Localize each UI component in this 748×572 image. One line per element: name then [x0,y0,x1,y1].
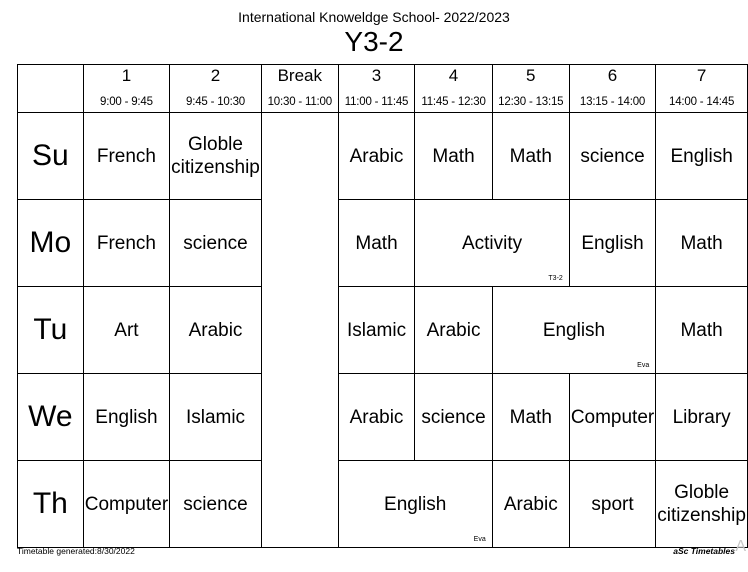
day-label: Mo [18,200,84,287]
lesson-cell: English [569,200,655,287]
lesson-cell: Arabic [338,113,415,200]
period-header: 7 14:00 - 14:45 [656,65,748,113]
lesson-cell: English Eva [492,287,656,374]
lesson-cell: science [170,461,262,548]
class-title: Y3-2 [344,26,404,57]
timetable [17,64,748,548]
lesson-cell: Math [492,113,569,200]
lesson-cell: English Eva [338,461,492,548]
edge-glyph: A [735,538,746,555]
generated-date: Timetable generated:8/30/2022 [17,546,135,556]
lesson-cell: Arabic [415,287,492,374]
day-row-th [18,461,748,548]
period-header: 6 13:15 - 14:00 [569,65,655,113]
period-header: 5 12:30 - 13:15 [492,65,569,113]
lesson-cell: Library [656,374,748,461]
lesson-cell: Computer [83,461,169,548]
day-label: Th [18,461,84,548]
lesson-cell: science [569,113,655,200]
day-row-tu [18,287,748,374]
room-note: T3-2 [548,275,563,282]
teacher-note: Eva [637,362,650,369]
break-header: Break 10:30 - 11:00 [261,65,338,113]
lesson-cell: Islamic [170,374,262,461]
lesson-cell: English [656,113,748,200]
lesson-cell: Math [338,200,415,287]
period-header: 3 11:00 - 11:45 [338,65,415,113]
lesson-cell: French [83,200,169,287]
lesson-cell: Art [83,287,169,374]
day-label: Su [18,113,84,200]
lesson-cell: Arabic [338,374,415,461]
day-row-we [18,374,748,461]
lesson-cell: Arabic [170,287,262,374]
lesson-cell: Islamic [338,287,415,374]
lesson-cell: French [83,113,169,200]
day-row-su [18,113,748,200]
lesson-cell: Math [492,374,569,461]
day-row-mo [18,200,748,287]
period-header: 1 9:00 - 9:45 [83,65,169,113]
period-header: 4 11:45 - 12:30 [415,65,492,113]
lesson-cell: Arabic [492,461,569,548]
lesson-cell: Computer [569,374,655,461]
lesson-cell: science [170,200,262,287]
teacher-note: Eva [473,536,486,543]
day-label: We [18,374,84,461]
period-header: 2 9:45 - 10:30 [170,65,262,113]
brand-label: aSc Timetables [673,546,735,556]
break-column [261,113,338,548]
school-title: International Knoweldge School- 2022/2023 [238,9,510,25]
corner-cell [18,65,84,113]
lesson-cell: Activity T3-2 [415,200,569,287]
lesson-cell: science [415,374,492,461]
lesson-cell: sport [569,461,655,548]
lesson-cell: Globle citizenship [170,113,262,200]
lesson-cell: Math [415,113,492,200]
lesson-cell: Globle citizenship [656,461,748,548]
day-label: Tu [18,287,84,374]
lesson-cell: English [83,374,169,461]
header-row [18,65,748,113]
lesson-cell: Math [656,200,748,287]
lesson-cell: Math [656,287,748,374]
